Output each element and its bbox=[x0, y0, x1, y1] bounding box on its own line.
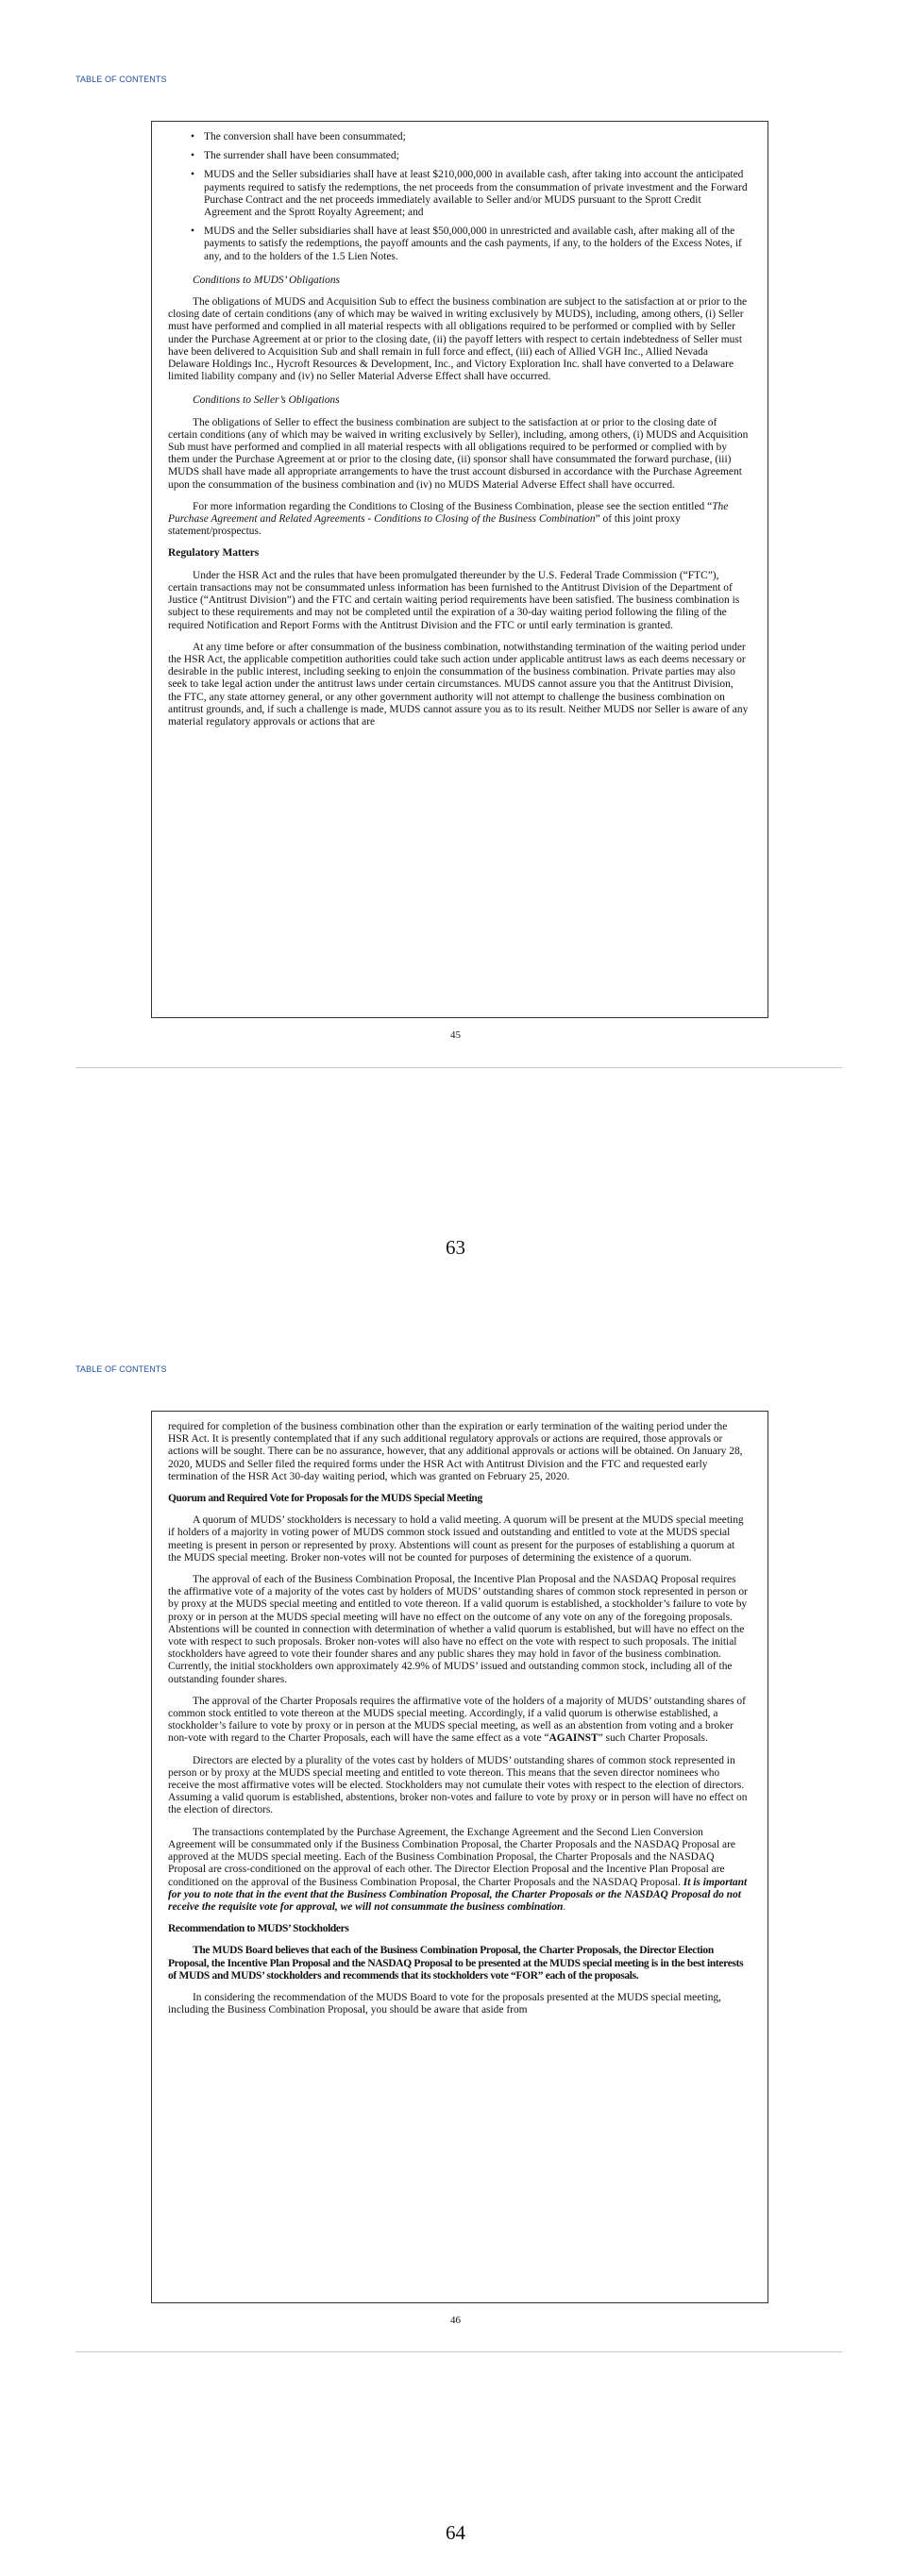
regulatory-paragraph: Under the HSR Act and the rules that have been promulgated thereunder by the U.S. Federal Trade Commission (“FTC”), certain transactions may not be consummated unless information has been furnished to the Antitrust Division of the Department of Justice (“Antitrust Division”) and the FTC and certain waiting period requirements have been satisfied. The business combination is subject to these requirements and may not be completed until the expiration of a 30-day waiting period following the filing of the required Notification and Report Forms with the Antitrust Division and the FTC or until early termination is granted. bbox=[168, 569, 740, 631]
quorum-paragraph bbox=[168, 1827, 749, 1914]
charter-vote-text: The approval of the Charter Proposals requires the affirmative vote of the holders of a majority of MUDS’ outstanding shares of common stock entitled to vote thereon at the MUDS special meeting. Accordingly, if a valid quorum is otherwise established, a stockholder’s failure to vote by proxy or in person at the MUDS special meeting, as well as an abstention from voting and a broker non-vote with regard to the Charter Proposals, each will have the same effect as a vote “ bbox=[168, 1695, 746, 1745]
quorum-paragraph: The approval of each of the Business Combination Proposal, the Incentive Plan Proposal and the NASDAQ Proposal requires the affirmative vote of a majority of the votes cast by holders of MUDS’ outstanding shares of common stock represented in person or by proxy at the MUDS special meeting and entitled to vote thereon. If a valid quorum is established, a stockholder’s failure to vote by proxy or in person at the MUDS special meeting will have no effect on the outcome of any vote on any of the foregoing proposals. Abstentions will be counted in connection with determination of whether a valid quorum is established, but will have no effect on the vote with respect to such proposals. Broker non-votes will also have no effect on the vote with respect to such proposals. The initial stockholders have agreed to vote their founder shares and any public shares they may hold in favor of the business combination. Currently, the initial stockholders own approximately 42.9% of MUDS’ issued and outstanding common stock, including all of the outstanding founder shares. bbox=[168, 1574, 748, 1685]
important-note: It is important for you to note that in the event that the Business Combination Proposal, the Charter Proposals or the NASDAQ Proposal do not receive the requisite vote for approval, we will not consummate the business combination bbox=[168, 1876, 748, 1913]
list-item: • The conversion shall have been consummated; bbox=[193, 131, 749, 143]
table-of-contents-link[interactable]: TABLE OF CONTENTS bbox=[76, 75, 167, 84]
board-recommendation: The MUDS Board believes that each of the Business Combination Proposal, the Charter Proposals, the Director Election Proposal, the Incentive Plan Proposal and the NASDAQ Proposal to be presented at the MUDS special meeting is in the best interests of MUDS and MUDS’ stockholders and recommends that its stockholders vote “FOR” each of the proposals. bbox=[168, 1945, 744, 1982]
page-divider bbox=[76, 1067, 842, 1068]
quorum-paragraph bbox=[168, 1696, 749, 1746]
list-item: • MUDS and the Seller subsidiaries shall have at least $50,000,000 in unrestricted and available cash, after making all of the payments to satisfy the redemptions, the payoff amounts and the cash payments, if any, to the holders of the Excess Notes, if any, and to the holders of the 1.5 Lien Notes. bbox=[193, 226, 749, 263]
more-info-paragraph bbox=[168, 501, 749, 539]
page-divider bbox=[76, 2351, 842, 2352]
pdf-page-number: 63 bbox=[446, 1236, 465, 1259]
transactions-text: The transactions contemplated by the Purchase Agreement, the Exchange Agreement and the Second Lien Conversion Agreement will be consummated only if the Business Combination Proposal, the Charter Proposals and the NASDAQ Proposal are approved at the MUDS special meeting. Each of the Business Combination Proposal, the Charter Proposals and the NASDAQ Proposal are cross-conditioned on the approval of each other. The Director Election Proposal and the Incentive Plan Proposal are conditioned on the approval of the Business Combination Proposal, the Charter Proposals and the NASDAQ Proposal. bbox=[168, 1826, 736, 1888]
page-number: 46 bbox=[450, 2315, 461, 2326]
section-reference: The Purchase Agreement and Related Agreements - Conditions to Closing of the Business Combination bbox=[168, 500, 729, 526]
more-info-text: For more information regarding the Conditions to Closing of the Business Combination, please see the section entitled “ bbox=[193, 500, 713, 512]
quorum-paragraph: Directors are elected by a plurality of the votes cast by holders of MUDS’ outstanding shares of common stock represented in person or by proxy at the MUDS special meeting and entitled to vote thereon. This means that the seven director nominees who receive the most affirmative votes will be elected. Stockholders may not cumulate their votes with respect to the election of directors. Assuming a valid quorum is established, abstentions, broker non-votes and failure to vote by proxy or in person will have no effect on the election of directors. bbox=[168, 1754, 748, 1816]
closing-conditions-list bbox=[168, 131, 749, 263]
conditions-muds-heading: Conditions to MUDS’ Obligations bbox=[193, 274, 341, 286]
table-of-contents-link[interactable]: TABLE OF CONTENTS bbox=[76, 1364, 167, 1374]
regulatory-matters-heading: Regulatory Matters bbox=[168, 547, 260, 560]
against-emphasis: AGAINST bbox=[548, 1732, 599, 1745]
regulatory-paragraph: At any time before or after consummation of the business combination, notwithstanding termination of the waiting period under the HSR Act, the applicable competition authorities could take such action under applicable antitrust laws as each deems necessary or desirable in the public interest, including seeking to enjoin the consummation of the business combination. Private parties may also seek to take legal action under the antitrust laws under certain circumstances. MUDS cannot assure you that the Antitrust Division, the FTC, any state attorney general, or any other government authority will not attempt to challenge the business combination on antitrust grounds, and, if such a challenge is made, MUDS cannot assure you as to its result. Neither MUDS nor Seller is aware of any material regulatory approvals or actions that are bbox=[168, 641, 749, 728]
recommendation-paragraph: In considering the recommendation of the MUDS Board to vote for the proposals presented at the MUDS special meeting, including the Business Combination Proposal, you should be aware that aside from bbox=[168, 1991, 721, 2016]
list-item: • MUDS and the Seller subsidiaries shall have at least $210,000,000 in available cash, after taking into account the anticipated payments required to satisfy the redemptions, the net proceeds from the consummation of private investment and the Forward Purchase Contract and the net proceeds immediately available to Seller and/or MUDS pursuant to the Sprott Credit Agreement and the Sprott Royalty Agreement; and bbox=[193, 169, 749, 219]
list-item: • The surrender shall have been consummated; bbox=[193, 150, 749, 162]
conditions-seller-heading: Conditions to Seller’s Obligations bbox=[193, 394, 340, 407]
conditions-muds-paragraph: The obligations of MUDS and Acquisition Sub to effect the business combination are subject to the satisfaction at or prior to the closing date of certain conditions (any of which may be waived in writing exclusively by MUDS), including, among others, (i) Seller must have performed and complied in all material respects with all obligations required to be performed or complied with by Seller under the Purchase Agreement at or prior to the closing date, (ii) the payoff letters with respect to certain indebtedness of Seller must have been delivered to Acquisition Sub and shall remain in full force and effect, (iii) each of Allied VGH Inc., Allied Nevada Delaware Holdings Inc., Hycroft Resources & Development, Inc., and Victory Exploration Inc. shall have converted to a Delaware limited liability company and (iv) no Seller Material Adverse Effect shall have occurred. bbox=[168, 296, 748, 383]
document-page-45 bbox=[151, 121, 768, 1018]
quorum-paragraph: A quorum of MUDS’ stockholders is necessary to hold a valid meeting. A quorum will be present at the MUDS special meeting if holders of a majority in voting power of MUDS common stock issued and outstanding and entitled to vote at the MUDS special meeting is present in person or represented by proxy. Abstentions will count as present for the purposes of establishing a quorum at the MUDS special meeting. Broker non-votes will not be counted for purposes of determining the existence of a quorum. bbox=[168, 1514, 744, 1564]
pdf-page-number: 64 bbox=[446, 2521, 465, 2544]
quorum-heading: Quorum and Required Vote for Proposals for the MUDS Special Meeting bbox=[168, 1493, 482, 1505]
page-number: 45 bbox=[450, 1029, 461, 1041]
recommendation-heading: Recommendation to MUDS’ Stockholders bbox=[168, 1923, 349, 1935]
transactions-text-end: . bbox=[563, 1900, 566, 1913]
continuation-paragraph: required for completion of the business combination other than the expiration or early termination of the waiting period under the HSR Act. It is presently contemplated that if any such additional regulatory approvals or actions are required, those approvals or actions will be sought. There can be no assurance, however, that any additional approvals or actions will be obtained. On January 28, 2020, MUDS and Seller filed the required forms under the HSR Act with Antitrust Division and the FTC and requested early termination of the HSR Act 30-day waiting period, which was granted on February 25, 2020. bbox=[168, 1421, 743, 1482]
more-info-text-end: ” of this joint proxy statement/prospectus. bbox=[168, 513, 681, 538]
document-page-46 bbox=[151, 1411, 768, 2303]
conditions-seller-paragraph: The obligations of Seller to effect the business combination are subject to the satisfaction at or prior to the closing date of certain conditions (any of which may be waived in writing exclusively by Seller), including, among others, (i) MUDS and Acquisition Sub must have performed and complied in all material respects with all obligations required to be performed or complied with by them under the Purchase Agreement at or prior to the closing date, (ii) sponsor shall have consummated the forward purchase, (iii) MUDS shall have made all appropriate arrangements to have the trust account disbursed in accordance with the Purchase Agreement upon the consummation of the business combination and (iv) no MUDS Material Adverse Effect shall have occurred. bbox=[168, 416, 749, 491]
charter-vote-text-end: ” such Charter Proposals. bbox=[598, 1732, 708, 1745]
